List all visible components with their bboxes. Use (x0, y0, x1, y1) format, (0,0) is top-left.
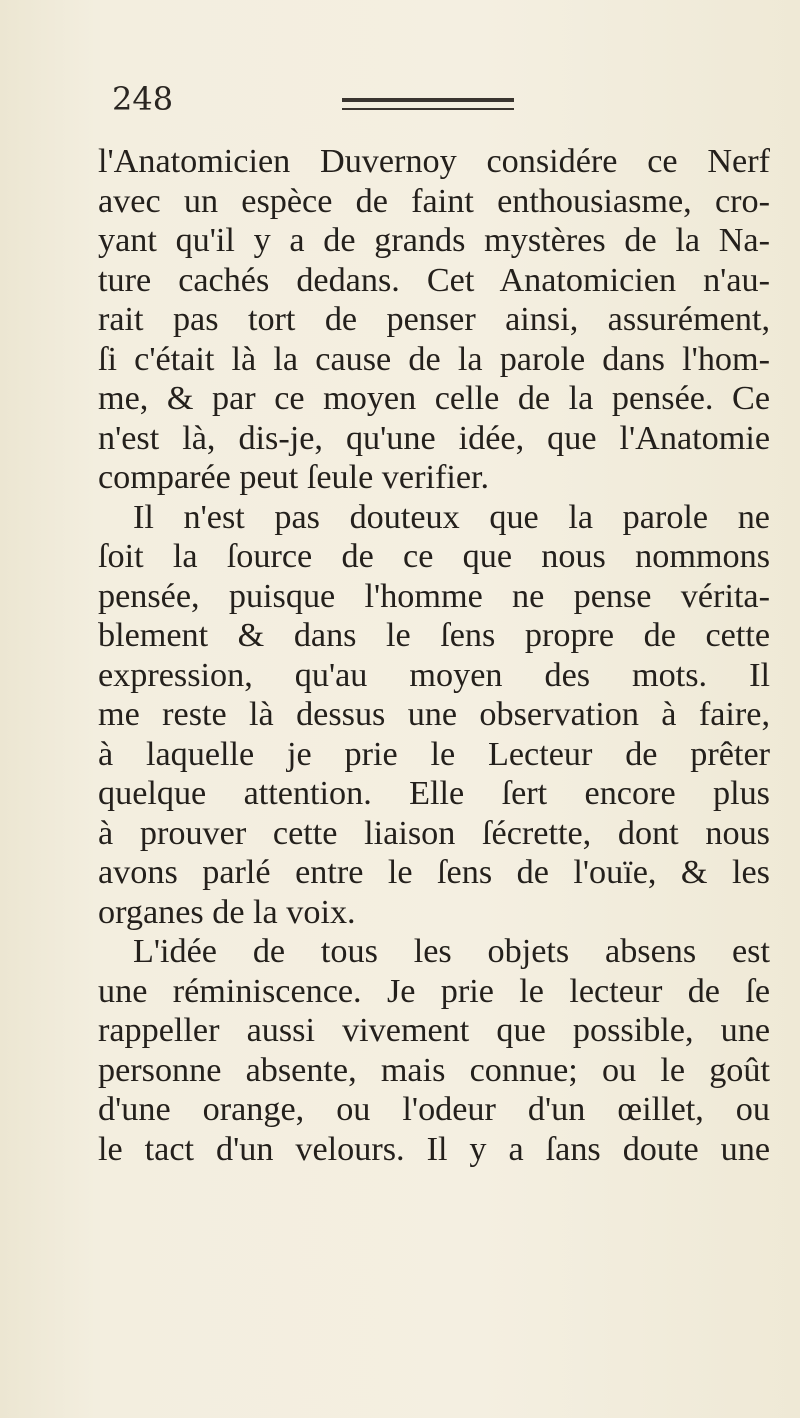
text-line: à laquelle je prie le Lecteur de prêter (98, 735, 770, 773)
text-line: l'Anatomicien Duvernoy considére ce Nerf (98, 143, 770, 180)
text-line: pensée, puisque l'homme ne pense vérita- (98, 577, 770, 615)
body-text (98, 142, 770, 1169)
text-line: n'est là, dis-je, qu'une idée, que l'Anatomie (98, 419, 770, 457)
text-line: Il n'est pas douteux que la parole ne (133, 498, 770, 536)
text-line: avons parlé entre le ſens de l'ouïe, & les (98, 854, 770, 891)
text-line: comparée peut ſeule verifier. (98, 459, 490, 496)
text-line: ſoit la ſource de ce que nous nommons (98, 538, 770, 575)
text-line: quelque attention. Elle ſert encore plus (98, 775, 770, 812)
text-line: blement & dans le ſens propre de cette (98, 617, 770, 654)
text-line: à prouver cette liaison ſécrette, dont nous (98, 814, 770, 852)
text-line: ture cachés dedans. Cet Anatomicien n'au- (98, 261, 770, 299)
text-line: rappeller aussi vivement que possible, une (98, 1012, 770, 1049)
text-line: d'une orange, ou l'odeur d'un œillet, ou (98, 1091, 770, 1128)
text-line: expression, qu'au moyen des mots. Il (98, 656, 770, 694)
text-line: me, & par ce moyen celle de la pensée. Ce (98, 380, 770, 417)
text-line: avec un espèce de faint enthousiasme, cro- (98, 182, 770, 220)
header-rule (342, 98, 514, 110)
text-line: organes de la voix. (98, 893, 356, 931)
text-line: rait pas tort de penser ainsi, assurément, (98, 301, 770, 338)
text-line: une réminiscence. Je prie le lecteur de ſe (98, 972, 770, 1010)
text-line: ſi c'était là la cause de la parole dans l'hom- (98, 340, 770, 378)
text-line: personne absente, mais connue; ou le goût (98, 1051, 770, 1089)
text-line: L'idée de tous les objets absens est (133, 933, 770, 970)
text-line: yant qu'il y a de grands mystères de la Na- (98, 222, 770, 259)
page-number: 248 (112, 80, 174, 118)
text-line: me reste là dessus une observation à faire, (98, 696, 770, 733)
text-line: le tact d'un velours. Il y a ſans doute une (98, 1130, 770, 1168)
